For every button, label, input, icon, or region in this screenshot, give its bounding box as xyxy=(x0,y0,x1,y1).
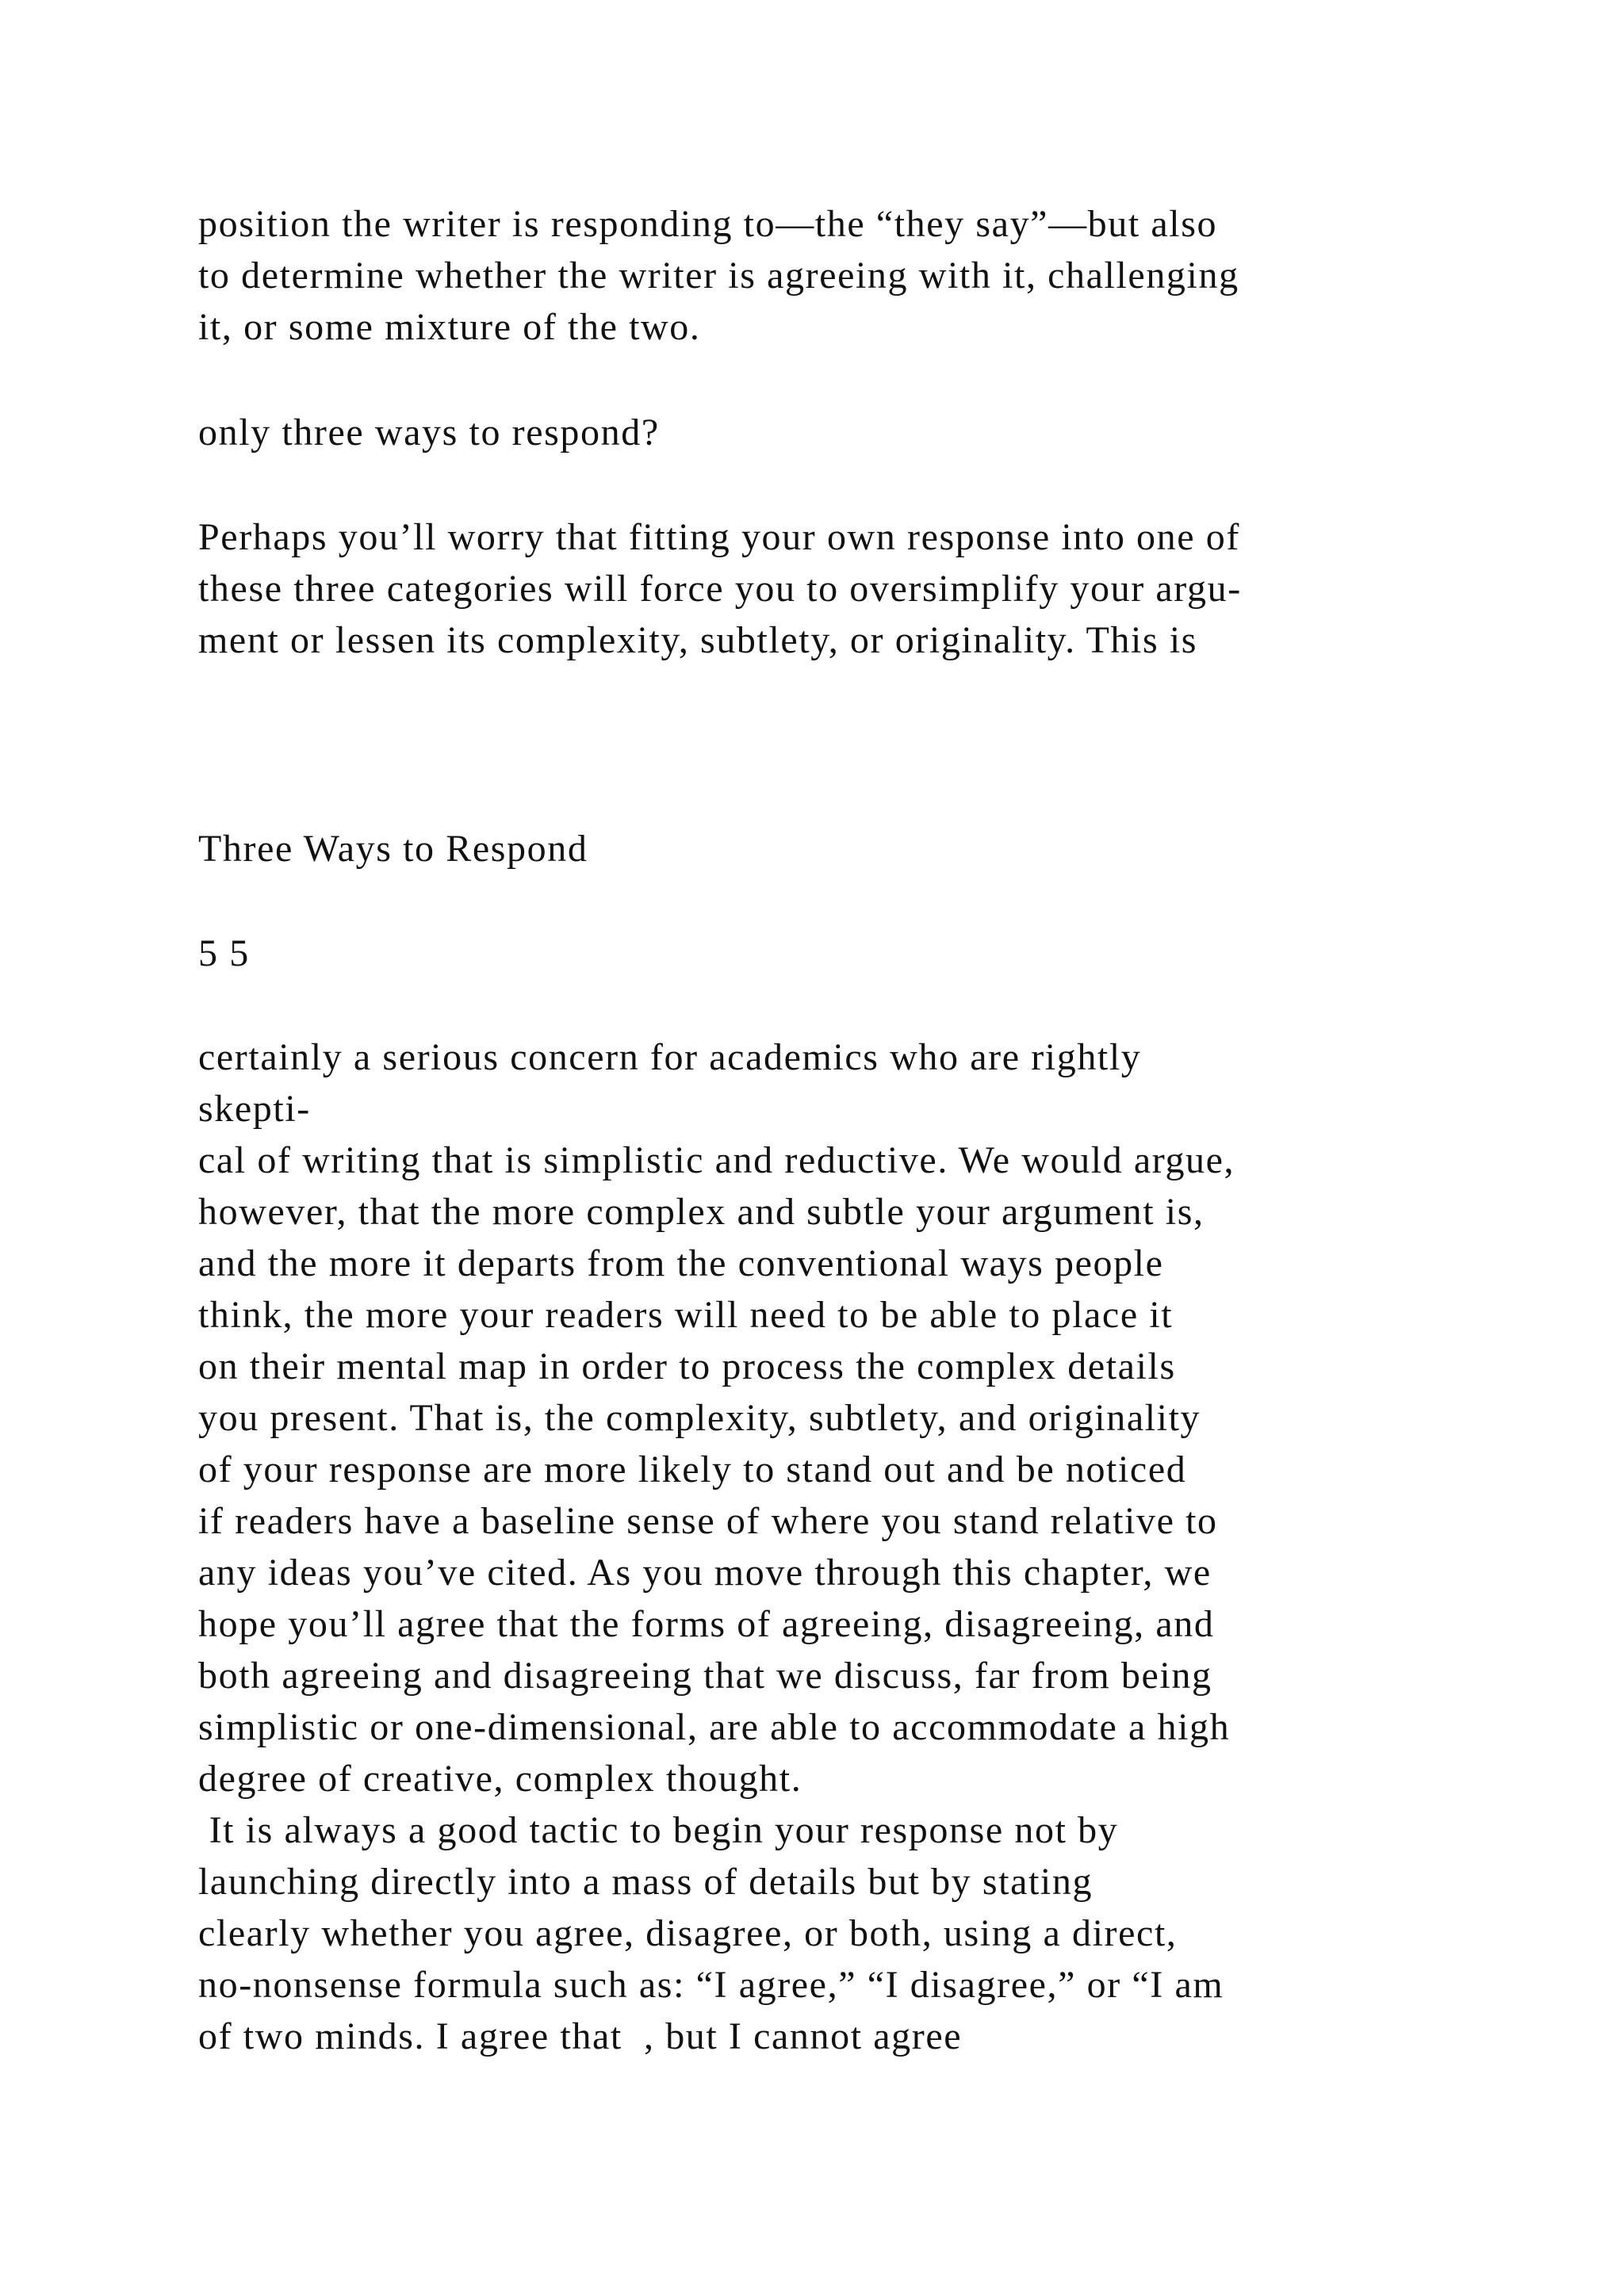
text-line: to determine whether the writer is agreeing with it, challenging xyxy=(198,254,1239,297)
text-line: it, or some mixture of the two. xyxy=(198,306,701,348)
text-line: however, that the more complex and subtle your argument is, xyxy=(198,1191,1205,1233)
text-line: simplistic or one-dimensional, are able to accommodate a high xyxy=(198,1706,1231,1748)
text-line: ment or lessen its complexity, subtlety, or originality. This is xyxy=(198,619,1198,661)
text-line: hope you’ll agree that the forms of agreeing, disagreeing, and xyxy=(198,1603,1215,1645)
running-header xyxy=(198,823,1546,874)
text-line: no-nonsense formula such as: “I agree,” “I disagree,” or “I am xyxy=(198,1964,1224,2006)
paragraph-perhaps xyxy=(198,511,1546,666)
text-line: think, the more your readers will need to be able to place it xyxy=(198,1294,1174,1336)
text-line: cal of writing that is simplistic and reductive. We would argue, xyxy=(198,1139,1235,1181)
text-line: launching directly into a mass of details but by stating xyxy=(198,1861,1094,1903)
paragraph-main xyxy=(198,1031,1546,2062)
text-line: certainly a serious concern for academics who are rightly xyxy=(198,1036,1142,1078)
subheading-text: only three ways to respond? xyxy=(198,411,660,453)
section-subheading xyxy=(198,407,1546,458)
text-line: these three categories will force you to oversimplify your argu- xyxy=(198,568,1242,610)
text-line: of two minds. I agree that , but I cannot agree xyxy=(198,2015,963,2057)
text-line: skepti- xyxy=(198,1088,311,1130)
paragraph-continuation xyxy=(198,198,1546,353)
page-number xyxy=(198,928,1546,979)
text-line: on their mental map in order to process the complex details xyxy=(198,1345,1176,1387)
text-line: of your response are more likely to stand out and be noticed xyxy=(198,1448,1187,1490)
text-line: both agreeing and disagreeing that we discuss, far from being xyxy=(198,1655,1212,1697)
running-header-text: Three Ways to Respond xyxy=(198,828,588,870)
text-line: any ideas you’ve cited. As you move through this chapter, we xyxy=(198,1552,1212,1594)
page-number-text: 5 5 xyxy=(198,932,250,974)
text-line: clearly whether you agree, disagree, or both, using a direct, xyxy=(198,1912,1178,1954)
text-line: and the more it departs from the conventional ways people xyxy=(198,1242,1164,1284)
text-line: It is always a good tactic to begin your response not by xyxy=(198,1809,1119,1851)
text-line: if readers have a baseline sense of where you stand relative to xyxy=(198,1500,1218,1542)
text-line: degree of creative, complex thought. xyxy=(198,1758,802,1800)
text-line: Perhaps you’ll worry that fitting your own response into one of xyxy=(198,516,1240,558)
text-line: you present. That is, the complexity, subtlety, and originality xyxy=(198,1397,1201,1439)
text-line: position the writer is responding to—the “they say”—but also xyxy=(198,203,1218,245)
